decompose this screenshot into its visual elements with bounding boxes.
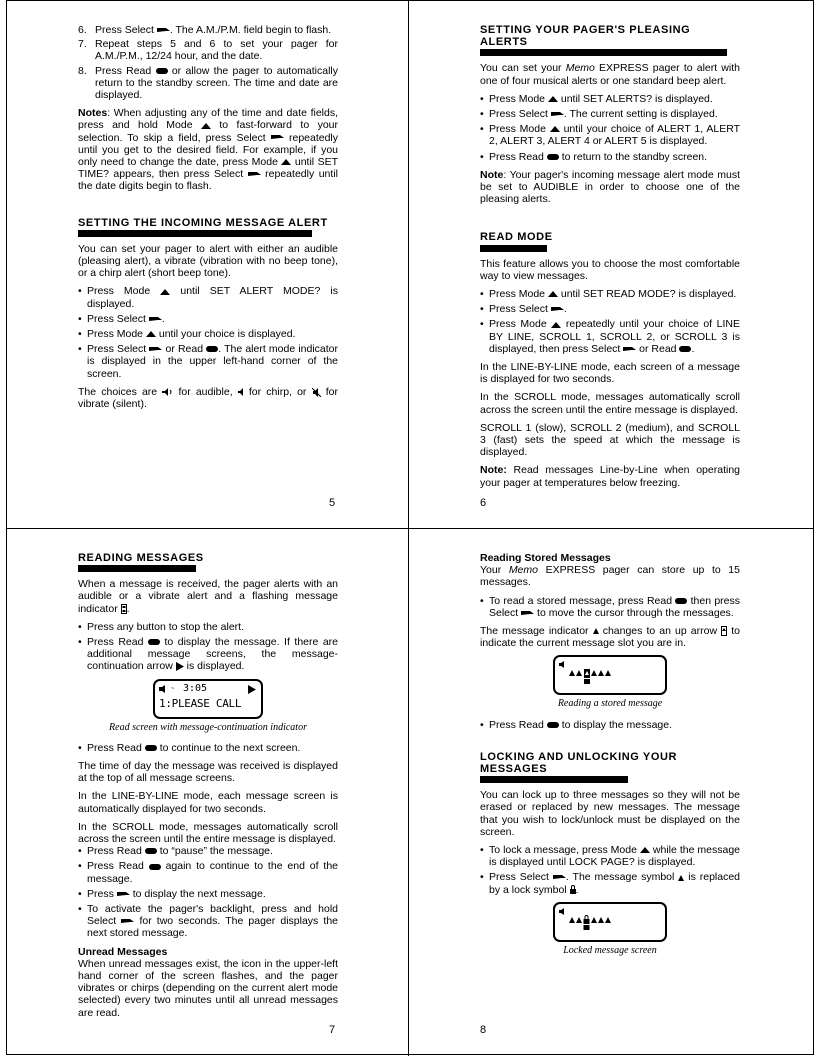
list-item: • To read a stored message, press Read then press Select to move the cursor through the messages. (480, 595, 740, 619)
read-button-icon (145, 745, 157, 751)
reading-steps-a (78, 621, 338, 673)
read-mode-note: Note: Read messages Line-by-Line when operating your pager at temperatures below freezing. (480, 464, 740, 489)
list-item: • Press Read to display the message. (480, 719, 740, 731)
section-heading: LOCKING AND UNLOCKING YOUR MESSAGES (480, 750, 678, 776)
page-5 (78, 24, 338, 416)
list-item: • To lock a message, press Mode while the message is displayed until LOCK PAGE? is displayed. (480, 844, 740, 868)
list-item: • Press Select . (78, 313, 338, 325)
audible-icon (159, 685, 168, 693)
up-arrow-icon (721, 626, 727, 636)
select-arrow-icon (149, 316, 162, 323)
list-item: • Press Read to return to the standby screen. (480, 151, 740, 163)
vibrate-icon (312, 388, 321, 397)
audible-icon (162, 388, 173, 396)
lcd-screen-locked (553, 902, 667, 942)
heading-bar (78, 230, 312, 237)
lcd-screen-stored (553, 655, 667, 695)
chirp-icon (238, 388, 244, 396)
list-item: • Press Mode until SET ALERTS? is displayed. (480, 93, 740, 105)
page-number: 7 (329, 1024, 336, 1036)
mode-up-icon (281, 159, 291, 165)
read-mode-p1: In the LINE-BY-LINE mode, each screen of a message is displayed for two seconds. (480, 361, 740, 386)
read-mode-steps (480, 288, 740, 355)
select-arrow-icon (248, 171, 261, 178)
stored-steps (480, 595, 740, 619)
heading-bar (78, 565, 196, 572)
mode-up-icon (201, 123, 211, 129)
lcd-time: 3:05 (183, 682, 208, 694)
lcd-dash: ~ (171, 685, 175, 692)
list-item: • Press Read to “pause” the message. (78, 845, 338, 857)
read-button-icon (156, 68, 168, 74)
unread-paragraph: When unread messages exist, the icon in the upper-left hand corner of the screen flashes, and the pager vibrates or chirps (depending on the current alert mode selected) every two minutes until all unread messages are read. (78, 957, 338, 1019)
stored-intro: Your Memo EXPRESS pager can store up to 15 messages. (480, 564, 740, 589)
reading-p1: The time of day the message was received is displayed at the top of all message screens. (78, 760, 338, 785)
list-item: • Press Mode until your choice of ALERT 1, ALERT 2, ALERT 3, ALERT 4 or ALERT 5 is displayed. (480, 123, 740, 147)
read-button-icon (679, 346, 691, 352)
list-item: • To activate the pager's backlight, press and hold Select for two seconds. The pager displays the next stored message. (78, 903, 338, 940)
figure-caption: Locked message screen (563, 944, 657, 956)
mode-up-icon (146, 331, 156, 337)
choices-paragraph: The choices are for audible, for chirp, or for vibrate (silent). (78, 385, 338, 411)
heading-bar (480, 49, 727, 56)
continuation-arrow-icon (248, 685, 256, 694)
read-button-icon (149, 864, 161, 870)
steps-list (78, 24, 338, 101)
list-item: • Press Mode until SET ALERT MODE? is displayed. (78, 285, 338, 309)
select-arrow-icon (271, 134, 284, 141)
list-item: • Press Read again to continue to the end of the message. (78, 860, 338, 884)
read-button-icon (547, 154, 559, 160)
alert-steps (78, 285, 338, 379)
select-arrow-icon (553, 874, 566, 881)
read-button-icon (206, 346, 218, 352)
mode-up-icon (548, 96, 558, 102)
read-button-icon (148, 639, 160, 645)
section-heading: SETTING YOUR PAGER'S PLEASING ALERTS (480, 24, 691, 49)
section-heading: READING MESSAGES (78, 552, 204, 564)
select-arrow-icon (551, 111, 564, 118)
mode-up-icon (640, 847, 650, 853)
alert-intro: You can set your pager to alert with either an audible (pleasing alert), a vibrate (vibration with no beep tone), or a chirp alert (short beep tone). (78, 242, 338, 280)
page-8 (480, 552, 740, 965)
horizontal-divider (6, 528, 814, 529)
subheading: Unread Messages (78, 945, 168, 958)
select-arrow-icon (623, 346, 636, 353)
read-mode-intro: This feature allows you to choose the most comfortable way to view messages. (480, 257, 740, 282)
heading-bar (480, 245, 547, 252)
list-item: • Press Mode until your choice is displayed. (78, 328, 338, 340)
lock-intro: You can lock up to three messages so they will not be erased or replaced by new messages. The message that you wish to lock/unlock must be displayed on the screen. (480, 789, 740, 838)
heading-bar (480, 776, 628, 783)
list-item: • Press Select . (480, 303, 740, 315)
step-6: 6. Press Select . The A.M./P.M. field begin to flash. (78, 24, 332, 36)
lcd-message: 1:PLEASE CALL (159, 696, 242, 710)
indicator-paragraph: The message indicator changes to an up arrow to indicate the current message slot you are in. (480, 625, 740, 650)
subheading: Reading Stored Messages (480, 552, 611, 564)
list-item: • Press Select . The message symbol is replaced by a lock symbol . (480, 871, 740, 895)
mode-up-icon (160, 289, 170, 295)
page-number: 8 (480, 1024, 487, 1036)
reading-steps-c (78, 845, 338, 939)
mode-up-icon (551, 322, 561, 328)
list-item: • Press Mode repeatedly until your choice of LINE BY LINE, SCROLL 1, SCROLL 2, or SCROLL 3 is displayed, then press Select or Read . (480, 318, 740, 355)
lcd-screen (153, 679, 263, 719)
continuation-arrow-icon (176, 662, 184, 671)
list-item: • Press Select . The current setting is displayed. (480, 108, 740, 120)
page-6 (480, 24, 740, 495)
page-number: 5 (329, 497, 336, 509)
lock-steps (480, 844, 740, 896)
read-mode-p2: In the SCROLL mode, messages automatically scroll across the screen until the entire message is displayed. (480, 391, 740, 416)
stored-steps-b (480, 719, 740, 731)
audible-icon (559, 661, 566, 668)
step-8: 8. Press Read or allow the pager to automatically return to the standby screen. The time and date are displayed. (78, 64, 339, 102)
read-button-icon (675, 598, 687, 604)
read-mode-p3: SCROLL 1 (slow), SCROLL 2 (medium), and SCROLL 3 (fast) sets the speed at which the message is displayed. (480, 421, 740, 459)
select-arrow-icon (149, 346, 162, 353)
list-item: • Press Read to display the message. If there are additional message screens, the message-continuation arrow is displayed. (78, 636, 338, 673)
notes-paragraph: Notes: When adjusting any of the time and date fields, press and hold Mode to fast-forward to your selection. To skip a field, press Select repeatedly until you get to the desired field. For example, if you only need to change the date, press Mode until SET TIME? appears, then press Select repeatedly until the date digits begin to flash. (78, 107, 339, 193)
select-arrow-icon (117, 891, 130, 898)
page-7 (78, 552, 338, 1025)
message-indicator-icon (593, 628, 599, 634)
step-7: 7. Repeat steps 5 and 6 to set your pager for A.M./P.M., 12/24 hour, and the date. (78, 38, 338, 63)
mode-up-icon (550, 126, 560, 132)
list-item: • Press Select or Read . The alert mode indicator is displayed in the upper left-hand corner of the screen. (78, 343, 338, 380)
message-slots-icon (569, 915, 617, 931)
select-arrow-icon (551, 306, 564, 313)
list-item: • Press Mode until SET READ MODE? is displayed. (480, 288, 740, 300)
select-arrow-icon (121, 918, 134, 925)
list-item: • Press to display the next message. (78, 888, 338, 900)
select-arrow-icon (157, 27, 170, 34)
note-paragraph: Note: Your pager's incoming message alert mode must be set to AUDIBLE in order to choose one of the pleasing alerts. (480, 168, 740, 206)
audible-icon (559, 908, 566, 915)
alerts-intro: You can set your Memo EXPRESS pager to alert with one of four musical alerts or one standard beep alert. (480, 62, 740, 87)
figure-caption: Read screen with message-continuation indicator (109, 721, 307, 733)
read-button-icon (145, 848, 157, 854)
alerts-steps (480, 93, 740, 163)
figure-caption: Reading a stored message (557, 698, 663, 710)
section-heading: READ MODE (480, 231, 553, 244)
select-arrow-icon (521, 610, 534, 617)
section-heading: SETTING THE INCOMING MESSAGE ALERT (78, 216, 328, 229)
reading-p2: In the LINE-BY-LINE mode, each message screen is automatically displayed for two seconds. (78, 790, 338, 815)
message-slots-icon (569, 669, 617, 685)
mode-up-icon (548, 291, 558, 297)
message-indicator-icon (678, 875, 684, 881)
reading-p3: In the SCROLL mode, messages automatically scroll across the screen until the entire message is displayed. (78, 820, 338, 846)
list-item: • Press Read to continue to the next screen. (78, 742, 338, 754)
reading-intro: When a message is received, the pager alerts with an audible or a vibrate alert and a flashing message indicator . (78, 578, 338, 615)
list-item: • Press any button to stop the alert. (78, 621, 338, 633)
reading-steps-b (78, 742, 338, 754)
page-number: 6 (480, 497, 487, 509)
read-button-icon (547, 722, 559, 728)
